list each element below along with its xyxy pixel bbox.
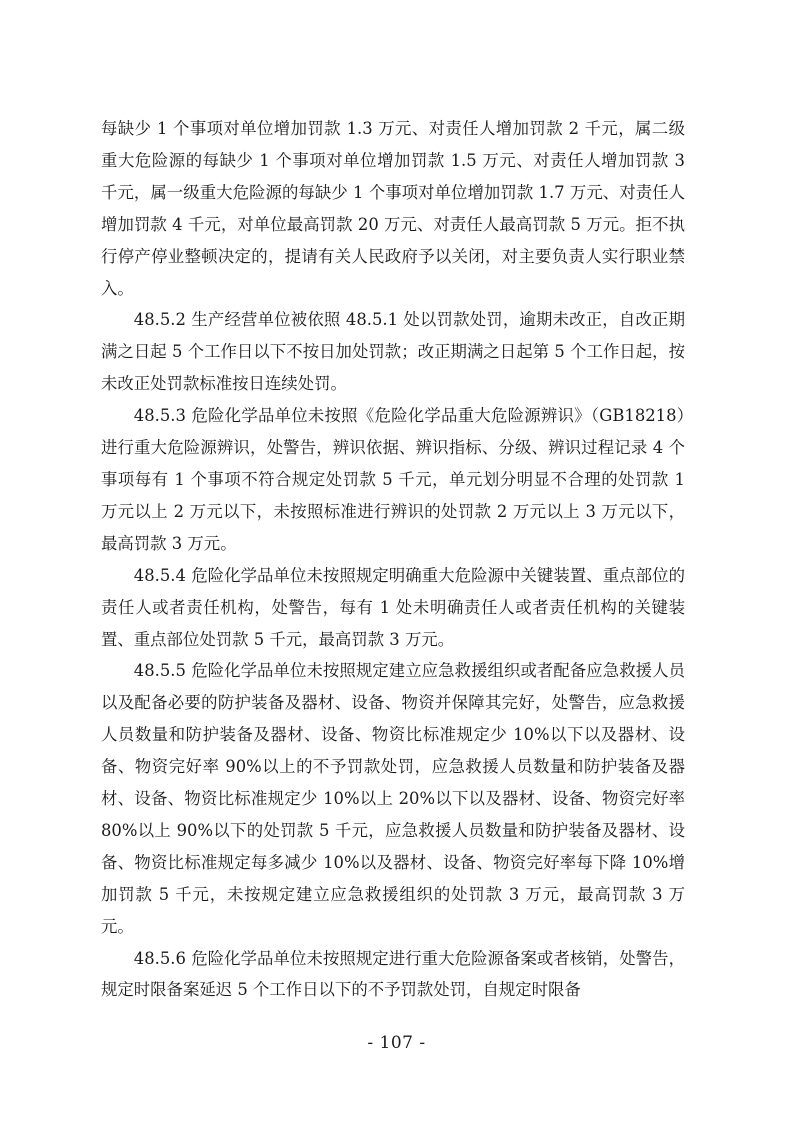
paragraph-48-5-3: 48.5.3 危险化学品单位未按照《危险化学品重大危险源辨识》（GB18218）进行重大危险源辨识，处警告，辨识依据、辨识指标、分级、辨识过程记录 4 个事项每有 1 个事项不符合规定处罚款 5 千元，单元划分明显不合理的处罚款 1 万元以上 2 万元以下，未按照标准进行辨识的处罚款 2 万元以上 3 万元以下，最高罚款 3 万元。 [101,406,685,553]
document-body [101,113,685,1006]
paragraph-continuation: 每缺少 1 个事项对单位增加罚款 1.3 万元、对责任人增加罚款 2 千元，属二级重大危险源的每缺少 1 个事项对单位增加罚款 1.5 万元、对责任人增加罚款 3 千元，属一级重大危险源的每缺少 1 个事项对单位增加罚款 1.7 万元、对责任人增加罚款 4 千元，对单位最高罚款 20 万元、对责任人最高罚款 5 万元。拒不执行停产停业整顿决定的，提请有关人民政府予以关闭，对主要负责人实行职业禁入。 [101,119,685,298]
paragraph-48-5-4: 48.5.4 危险化学品单位未按照规定明确重大危险源中关键装置、重点部位的责任人或者责任机构，处警告，每有 1 处未明确责任人或者责任机构的关键装置、重点部位处罚款 5 千元，最高罚款 3 万元。 [101,565,685,649]
paragraph-48-5-2: 48.5.2 生产经营单位被依照 48.5.1 处以罚款处罚，逾期未改正，自改正期满之日起 5 个工作日以下不按日加处罚款；改正期满之日起第 5 个工作日起，按未改正处罚款标准按日连续处罚。 [101,310,685,394]
page-number: - 107 - [367,1033,426,1053]
paragraph-48-5-6: 48.5.6 危险化学品单位未按照规定进行重大危险源备案或者核销，处警告，规定时限备案延迟 5 个工作日以下的不予罚款处罚，自规定时限备 [101,948,685,1000]
paragraph-48-5-5: 48.5.5 危险化学品单位未按照规定建立应急救援组织或者配备应急救援人员以及配备必要的防护装备及器材、设备、物资并保障其完好，处警告，应急救援人员数量和防护装备及器材、设备、物资比标准规定少 10%以下以及器材、设备、物资完好率 90%以上的不予罚款处罚，应急救援人员数量和防护装备及器材、设备、物资比标准规定少 10%以上 20%以下以及器材、设备、物资完好率 80%以上 90%以下的处罚款 5 千元，应急救援人员数量和防护装备及器材、设备、物资比标准规定每多减少 10%以及器材、设备、物资完好率每下降 10%增加罚款 5 千元，未按规定建立应急救援组织的处罚款 3 万元，最高罚款 3 万元。 [101,661,685,936]
